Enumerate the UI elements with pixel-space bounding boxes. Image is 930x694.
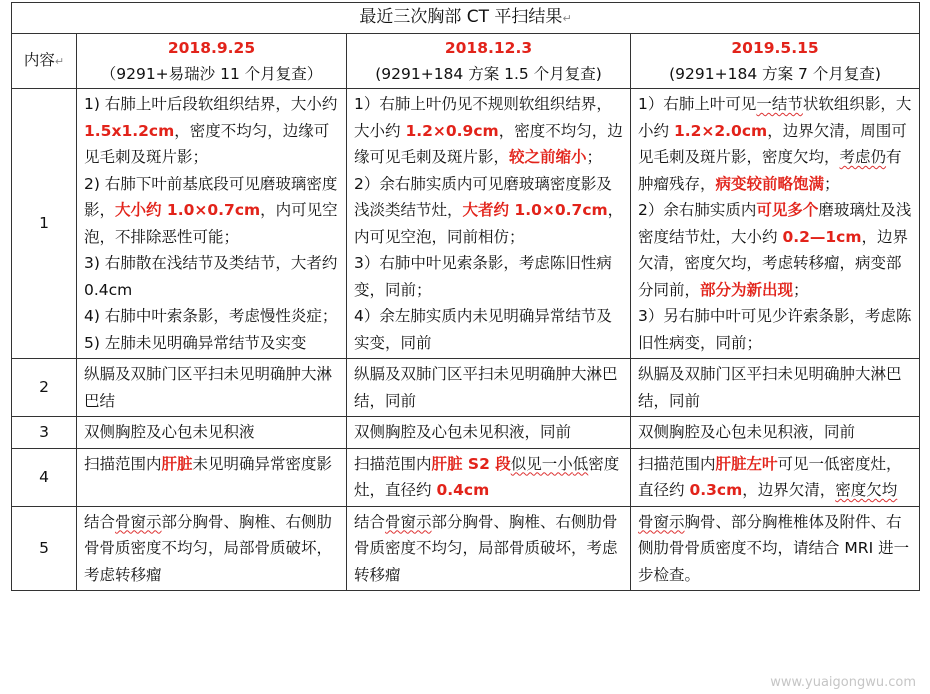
table-title: 最近三次胸部 CT 平扫结果↵ bbox=[12, 3, 920, 34]
finding-cell-1-2 bbox=[347, 89, 631, 359]
finding-para: 1）右肺上叶仍见不规则软组织结界，大小约 1.2×0.9cm，密度不均匀，边缘可见毛刺及斑片影，较之前缩小； bbox=[354, 95, 623, 166]
header-col-2 bbox=[347, 34, 631, 89]
finding-para: 4) 右肺中叶索条影，考虑慢性炎症； bbox=[84, 307, 338, 325]
ct-results-sheet bbox=[11, 2, 919, 591]
row-index: 4 bbox=[12, 448, 77, 506]
table-row bbox=[12, 359, 920, 417]
finding-cell-1-3 bbox=[631, 89, 920, 359]
finding-para: 4）余左肺实质内未见明确异常结节及实变，同前 bbox=[354, 307, 612, 352]
finding-cell-1-1 bbox=[77, 89, 347, 359]
finding-para: 2) 右肺下叶前基底段可见磨玻璃密度影，大小约 1.0×0.7cm，内可见空泡，不排除恶性可能； bbox=[84, 174, 338, 246]
row-index: 1 bbox=[12, 89, 77, 359]
table-row bbox=[12, 506, 920, 591]
finding-cell-3-2: 双侧胸腔及心包未见积液，同前 bbox=[347, 417, 631, 449]
finding-para: 5) 左肺未见明确异常结节及实变 bbox=[84, 333, 307, 352]
table-row bbox=[12, 89, 920, 359]
row-index: 5 bbox=[12, 506, 77, 591]
finding-para: 3）另右肺中叶可见少许索条影，考虑陈旧性病变，同前； bbox=[638, 307, 912, 352]
finding-para: 3) 右肺散在浅结节及类结节，大者约 0.4cm bbox=[84, 254, 338, 299]
regimen-1: （9291+易瑞沙 11 个月复查） bbox=[100, 65, 323, 83]
table-row bbox=[12, 417, 920, 449]
finding-para: 1) 右肺上叶后段软组织结界，大小约 1.5x1.2cm，密度不均匀，边缘可见毛刺及斑片影； bbox=[84, 95, 338, 166]
watermark: www.yuaigongwu.com bbox=[770, 675, 916, 690]
ct-results-table bbox=[11, 2, 920, 591]
finding-cell-3-3: 双侧胸腔及心包未见积液，同前 bbox=[631, 417, 920, 449]
row-index: 2 bbox=[12, 359, 77, 417]
finding-para: 2）余右肺实质内可见磨玻璃密度影及浅淡类结节灶，大者约 1.0×0.7cm，内可见空泡，同前相仿； bbox=[354, 174, 624, 246]
finding-cell-2-2: 纵膈及双肺门区平扫未见明确肿大淋巴结，同前 bbox=[347, 359, 631, 417]
date-2: 2018.12.3 bbox=[444, 39, 533, 57]
finding-cell-5-2: 结合骨窗示部分胸骨、胸椎、右侧肋骨骨质密度不均匀，局部骨质破坏，考虑转移瘤 bbox=[347, 506, 631, 591]
finding-cell-2-1: 纵膈及双肺门区平扫未见明确肿大淋巴结 bbox=[77, 359, 347, 417]
date-3: 2019.5.15 bbox=[731, 39, 819, 57]
finding-para: 3）右肺中叶见索条影，考虑陈旧性病变，同前； bbox=[354, 254, 612, 299]
header-col-1 bbox=[77, 34, 347, 89]
header-label: 内容↵ bbox=[12, 34, 77, 89]
finding-cell-4-3: 扫描范围内肝脏左叶可见一低密度灶，直径约 0.3cm，边界欠清，密度欠均 bbox=[631, 448, 920, 506]
finding-cell-4-2: 扫描范围内肝脏 S2 段似见一小低密度灶，直径约 0.4cm bbox=[347, 448, 631, 506]
finding-cell-4-1: 扫描范围内肝脏未见明确异常密度影 bbox=[77, 448, 347, 506]
header-col-3 bbox=[631, 34, 920, 89]
finding-cell-5-3: 骨窗示胸骨、部分胸椎椎体及附件、右侧肋骨骨质密度不均，请结合 MRI 进一步检查。 bbox=[631, 506, 920, 591]
date-1: 2018.9.25 bbox=[167, 39, 256, 57]
finding-para: 2）余右肺实质内可见多个磨玻璃灶及浅密度结节灶，大小约 0.2—1cm，边界欠清，密度欠均，考虑转移瘤，病变部分同前，部分为新出现； bbox=[638, 201, 912, 299]
finding-para: 1）右肺上叶可见一结节状软组织影，大小约 1.2×2.0cm，边界欠清，周围可见毛刺及斑片影，密度欠均，考虑仍有肿瘤残存，病变较前略饱满； bbox=[638, 95, 912, 193]
regimen-2: (9291+184 方案 1.5 个月复查) bbox=[375, 65, 602, 83]
row-index: 3 bbox=[12, 417, 77, 449]
title-row bbox=[12, 3, 920, 34]
finding-cell-3-1: 双侧胸腔及心包未见积液 bbox=[77, 417, 347, 449]
finding-cell-5-1: 结合骨窗示部分胸骨、胸椎、右侧肋骨骨质密度不均匀，局部骨质破坏，考虑转移瘤 bbox=[77, 506, 347, 591]
finding-cell-2-3: 纵膈及双肺门区平扫未见明确肿大淋巴结，同前 bbox=[631, 359, 920, 417]
header-row bbox=[12, 34, 920, 89]
regimen-3: (9291+184 方案 7 个月复查) bbox=[669, 65, 881, 83]
table-row bbox=[12, 448, 920, 506]
